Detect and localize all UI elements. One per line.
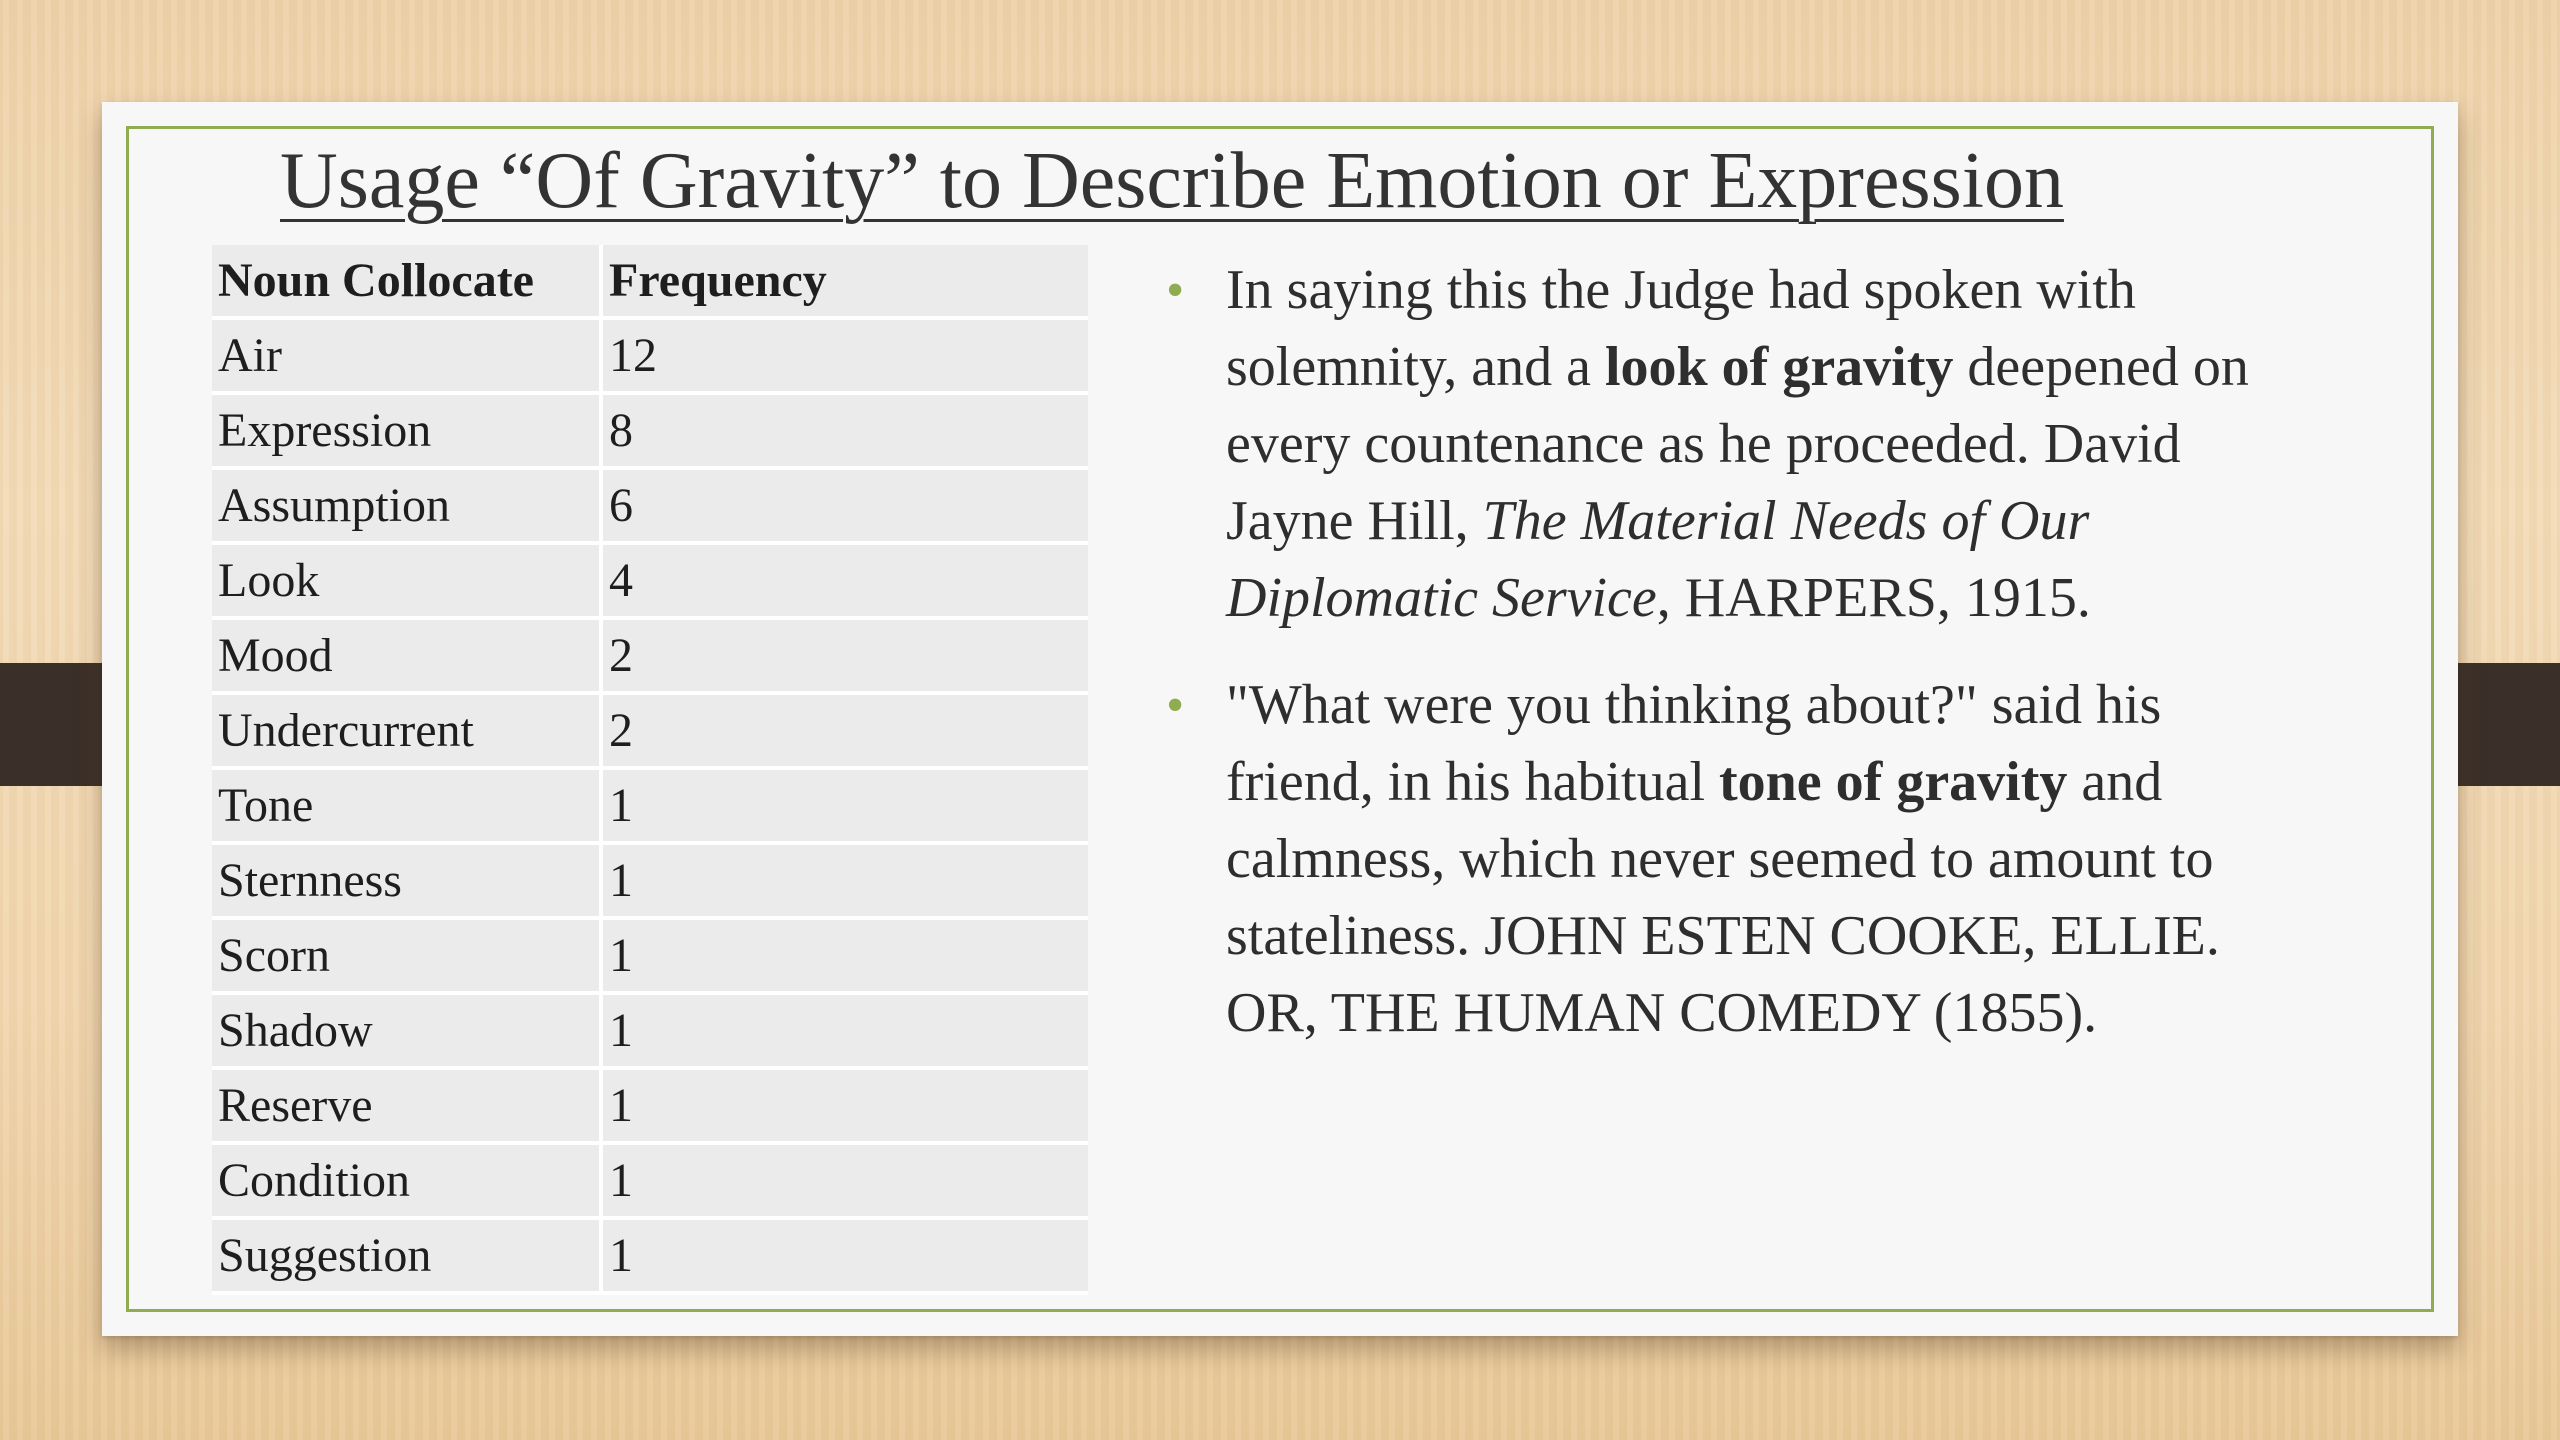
frequency-cell: 4 [603,545,1088,620]
frequency-cell: 1 [603,1145,1088,1220]
table-row [212,845,1088,920]
header-noun-collocate: Noun Collocate [212,245,603,320]
table-row [212,620,1088,695]
frequency-cell: 1 [603,1220,1088,1295]
table-row [212,320,1088,395]
table-row [212,770,1088,845]
quote-item-cooke [1164,667,2294,1052]
noun-cell: Expression [212,395,603,470]
table-row [212,1145,1088,1220]
noun-cell: Suggestion [212,1220,603,1295]
frequency-cell: 8 [603,395,1088,470]
noun-cell: Shadow [212,995,603,1070]
frequency-cell: 2 [603,620,1088,695]
quote-text: deepened on every countenance as he proceeded. David Jayne Hill, [1226,336,2249,552]
header-frequency: Frequency [603,245,1088,320]
frequency-cell: 1 [603,845,1088,920]
noun-cell: Undercurrent [212,695,603,770]
collocate-table [212,245,1088,1295]
noun-cell: Scorn [212,920,603,995]
quote-list [1164,252,2294,1082]
table-row [212,920,1088,995]
noun-cell: Condition [212,1145,603,1220]
frequency-cell: 1 [603,770,1088,845]
quote-item-hill [1164,252,2294,637]
noun-cell: Sternness [212,845,603,920]
frequency-cell: 2 [603,695,1088,770]
noun-cell: Assumption [212,470,603,545]
table-row [212,1220,1088,1295]
bullet-icon: • [1166,262,1185,319]
noun-cell: Tone [212,770,603,845]
table-row [212,1070,1088,1145]
table-row [212,545,1088,620]
quote-highlight: look of gravity [1604,336,1954,398]
table-row [212,995,1088,1070]
frequency-cell: 6 [603,470,1088,545]
noun-cell: Reserve [212,1070,603,1145]
bullet-icon: • [1166,677,1185,734]
table-row [212,470,1088,545]
quote-text: In saying this the Judge had spoken with solemnity, and a [1226,259,2136,398]
table-row [212,695,1088,770]
frequency-cell: 1 [603,995,1088,1070]
table-header-row [212,245,1088,320]
table-row [212,395,1088,470]
frequency-cell: 12 [603,320,1088,395]
quote-source: and calmness, which never seemed to amount to stateliness. JOHN ESTEN COOKE, ELLIE. OR, THE HUMAN COMEDY (1855). [1226,751,2220,1044]
slide-title: Usage “Of Gravity” to Describe Emotion or Expression [280,137,2064,225]
quote-source-title: The Material Needs of Our Diplomatic Service [1226,490,2090,629]
frequency-cell: 1 [603,920,1088,995]
quote-source: , HARPERS, 1915. [1656,567,2091,629]
slide [102,102,2458,1336]
noun-cell: Mood [212,620,603,695]
frequency-cell: 1 [603,1070,1088,1145]
quote-highlight: tone of gravity [1719,751,2068,813]
noun-cell: Look [212,545,603,620]
noun-cell: Air [212,320,603,395]
quote-text: "What were you thinking about?" said his friend, in his habitual [1226,674,2162,813]
